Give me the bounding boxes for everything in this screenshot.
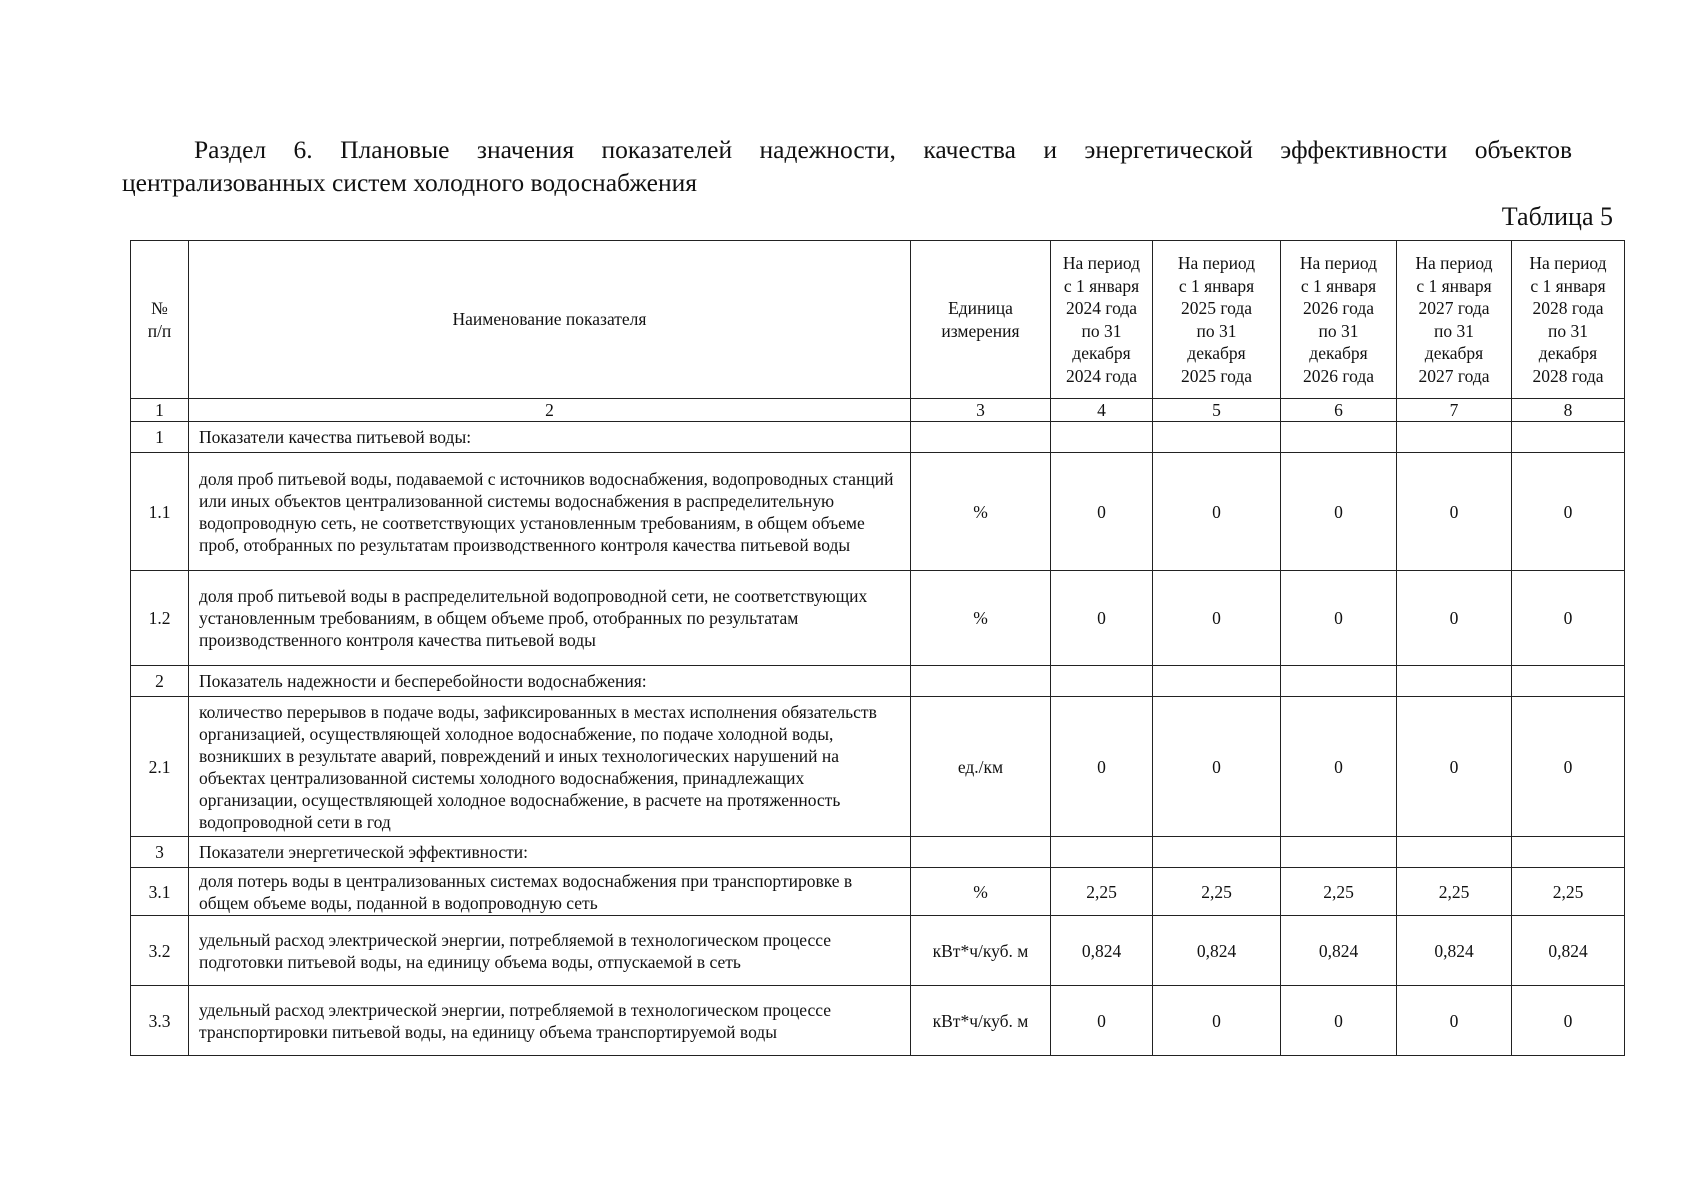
table-row-1-2 [131, 571, 1625, 666]
indicator-name: Показатели качества питьевой воды: [189, 422, 911, 453]
value-2028: 2,25 [1512, 868, 1625, 916]
value-2024: 0 [1051, 571, 1153, 666]
value-2028 [1512, 837, 1625, 868]
period-line: 2028 года [1532, 298, 1604, 318]
value-2026: 0,824 [1281, 916, 1397, 986]
period-line: 2025 года [1180, 365, 1253, 386]
value-2024: 0,824 [1051, 916, 1153, 986]
header-period-2027 [1397, 241, 1512, 399]
indicator-name: Показатели энергетической эффективности: [189, 837, 911, 868]
table-row-1-1 [131, 453, 1625, 571]
period-line: 2028 года [1532, 365, 1604, 386]
table-row-section-3 [131, 837, 1625, 868]
value-2025 [1153, 422, 1281, 453]
value-2027: 0 [1397, 453, 1512, 571]
row-number: 3.3 [131, 986, 189, 1056]
period-line: декабря [1187, 343, 1246, 363]
value-2026: 0 [1281, 571, 1397, 666]
value-2025: 2,25 [1153, 868, 1281, 916]
value-2027 [1397, 666, 1512, 697]
indicator-name: доля проб питьевой воды в распределительной водопроводной сети, не соответствующих установленным требованиям, в общем объеме проб, отобранных по результатам производственного контроля качества питьевой воды [189, 571, 911, 666]
table-row-section-2 [131, 666, 1625, 697]
period-line: 2026 года [1302, 298, 1375, 318]
period-line: На период [1062, 253, 1141, 273]
period-line: 2024 года [1065, 365, 1138, 386]
header-number [131, 241, 189, 399]
period-line: по 31 [1081, 320, 1122, 341]
header-period-2024 [1051, 241, 1153, 399]
row-number: 3.1 [131, 868, 189, 916]
period-line: На период [1415, 253, 1493, 273]
value-2028 [1512, 422, 1625, 453]
period-line: с 1 января [1178, 275, 1255, 296]
table-row-3-1 [131, 868, 1625, 916]
period-line: по 31 [1548, 320, 1588, 341]
section-heading-line-1: Раздел 6. Плановые значения показателей надежности, качества и энергетической эффективности объектов [194, 135, 1572, 164]
value-2028: 0 [1512, 453, 1625, 571]
indicator-name: количество перерывов в подаче воды, зафиксированных в местах исполнения обязательств организацией, осуществляющей холодное водоснабжение, по подаче холодной воды, возникших в результате аварий, повреждений и иных технологических нарушений на объектах централизованной системы холодного водоснабжения, принадлежащих организации, осуществляющей холодное водоснабжение, в расчете на протяженность водопроводной сети в год [189, 697, 911, 837]
value-2024: 0 [1051, 453, 1153, 571]
unit-cell [911, 422, 1051, 453]
value-2025: 0 [1153, 986, 1281, 1056]
period-line: На период [1529, 253, 1607, 273]
table-label: Таблица 5 [1501, 202, 1613, 231]
unit-cell: ед./км [911, 697, 1051, 837]
value-2027: 0 [1397, 697, 1512, 837]
header-period-2026 [1281, 241, 1397, 399]
indicator-name: доля проб питьевой воды, подаваемой с источников водоснабжения, водопроводных станций или иных объектов централизованной системы водоснабжения в распределительную водопроводную сеть, не соответствующих установленным требованиям, в общем объеме проб, отобранных по результатам производственного контроля качества питьевой воды [189, 453, 911, 571]
unit-cell: кВт*ч/куб. м [911, 986, 1051, 1056]
period-line: 2024 года [1065, 298, 1138, 318]
value-2028: 0,824 [1512, 916, 1625, 986]
value-2027: 0 [1397, 571, 1512, 666]
period-line: декабря [1309, 343, 1368, 363]
period-line: На период [1299, 253, 1378, 273]
table-row-2-1 [131, 697, 1625, 837]
indicator-name: удельный расход электрической энергии, потребляемой в технологическом процессе транспортировки питьевой воды, на единицу объема транспортируемой воды [189, 986, 911, 1056]
column-number: 6 [1281, 399, 1397, 422]
indicators-table [130, 240, 1625, 1056]
indicator-name: Показатель надежности и бесперебойности водоснабжения: [189, 666, 911, 697]
table-row-3-3 [131, 986, 1625, 1056]
value-2027: 0 [1397, 986, 1512, 1056]
value-2026 [1281, 837, 1397, 868]
column-number: 1 [131, 399, 189, 422]
period-line: 2025 года [1180, 298, 1253, 318]
value-2028: 0 [1512, 986, 1625, 1056]
value-2026 [1281, 422, 1397, 453]
period-line: декабря [1072, 343, 1131, 363]
header-period-2025 [1153, 241, 1281, 399]
value-2027: 2,25 [1397, 868, 1512, 916]
value-2026 [1281, 666, 1397, 697]
value-2025 [1153, 837, 1281, 868]
period-line: 2027 года [1418, 365, 1490, 386]
value-2024: 0 [1051, 697, 1153, 837]
column-number: 8 [1512, 399, 1625, 422]
period-line: с 1 января [1530, 275, 1606, 296]
row-number: 2.1 [131, 697, 189, 837]
unit-cell [911, 837, 1051, 868]
value-2025: 0 [1153, 697, 1281, 837]
column-number: 5 [1153, 399, 1281, 422]
column-number: 4 [1051, 399, 1153, 422]
unit-cell: % [911, 868, 1051, 916]
row-number: 2 [131, 666, 189, 697]
column-number: 3 [911, 399, 1051, 422]
row-number: 1.1 [131, 453, 189, 571]
value-2024: 0 [1051, 986, 1153, 1056]
indicator-name: удельный расход электрической энергии, потребляемой в технологическом процессе подготовки питьевой воды, на единицу объема воды, отпускаемой в сеть [189, 916, 911, 986]
header-period-2028 [1512, 241, 1625, 399]
period-line: по 31 [1318, 320, 1359, 341]
header-number-line-1: № [151, 298, 168, 318]
value-2026: 2,25 [1281, 868, 1397, 916]
row-number: 1 [131, 422, 189, 453]
header-indicator-name: Наименование показателя [189, 241, 911, 399]
unit-cell: % [911, 571, 1051, 666]
value-2027 [1397, 837, 1512, 868]
header-unit-line-1: Единица [948, 298, 1013, 318]
header-number-line-2: п/п [147, 320, 172, 341]
value-2027: 0,824 [1397, 916, 1512, 986]
header-unit-line-2: измерения [941, 320, 1020, 341]
period-line: декабря [1424, 343, 1484, 363]
value-2024 [1051, 666, 1153, 697]
period-line: с 1 января [1300, 275, 1377, 296]
value-2026: 0 [1281, 453, 1397, 571]
period-line: декабря [1538, 343, 1598, 363]
value-2028 [1512, 666, 1625, 697]
period-line: 2026 года [1302, 365, 1375, 386]
column-number: 7 [1397, 399, 1512, 422]
value-2025: 0 [1153, 571, 1281, 666]
header-unit [911, 241, 1051, 399]
row-number: 3 [131, 837, 189, 868]
value-2028: 0 [1512, 697, 1625, 837]
section-heading-line-2: централизованных систем холодного водоснабжения [122, 168, 697, 197]
period-line: по 31 [1196, 320, 1237, 341]
period-line: с 1 января [1063, 275, 1140, 296]
value-2025 [1153, 666, 1281, 697]
period-line: На период [1177, 253, 1256, 273]
value-2025: 0,824 [1153, 916, 1281, 986]
unit-cell [911, 666, 1051, 697]
value-2027 [1397, 422, 1512, 453]
value-2028: 0 [1512, 571, 1625, 666]
header-row [131, 241, 1625, 399]
value-2026: 0 [1281, 986, 1397, 1056]
value-2026: 0 [1281, 697, 1397, 837]
row-number: 3.2 [131, 916, 189, 986]
section-heading [122, 133, 1572, 199]
period-line: с 1 января [1416, 275, 1492, 296]
row-number: 1.2 [131, 571, 189, 666]
value-2024: 2,25 [1051, 868, 1153, 916]
period-line: по 31 [1434, 320, 1474, 341]
value-2024 [1051, 837, 1153, 868]
unit-cell: % [911, 453, 1051, 571]
value-2024 [1051, 422, 1153, 453]
indicator-name: доля потерь воды в централизованных системах водоснабжения при транспортировке в общем объеме воды, поданной в водопроводную сеть [189, 868, 911, 916]
value-2025: 0 [1153, 453, 1281, 571]
period-line: 2027 года [1418, 298, 1490, 318]
unit-cell: кВт*ч/куб. м [911, 916, 1051, 986]
column-number: 2 [189, 399, 911, 422]
table-row-3-2 [131, 916, 1625, 986]
column-numbers-row [131, 399, 1625, 422]
table-row-section-1 [131, 422, 1625, 453]
